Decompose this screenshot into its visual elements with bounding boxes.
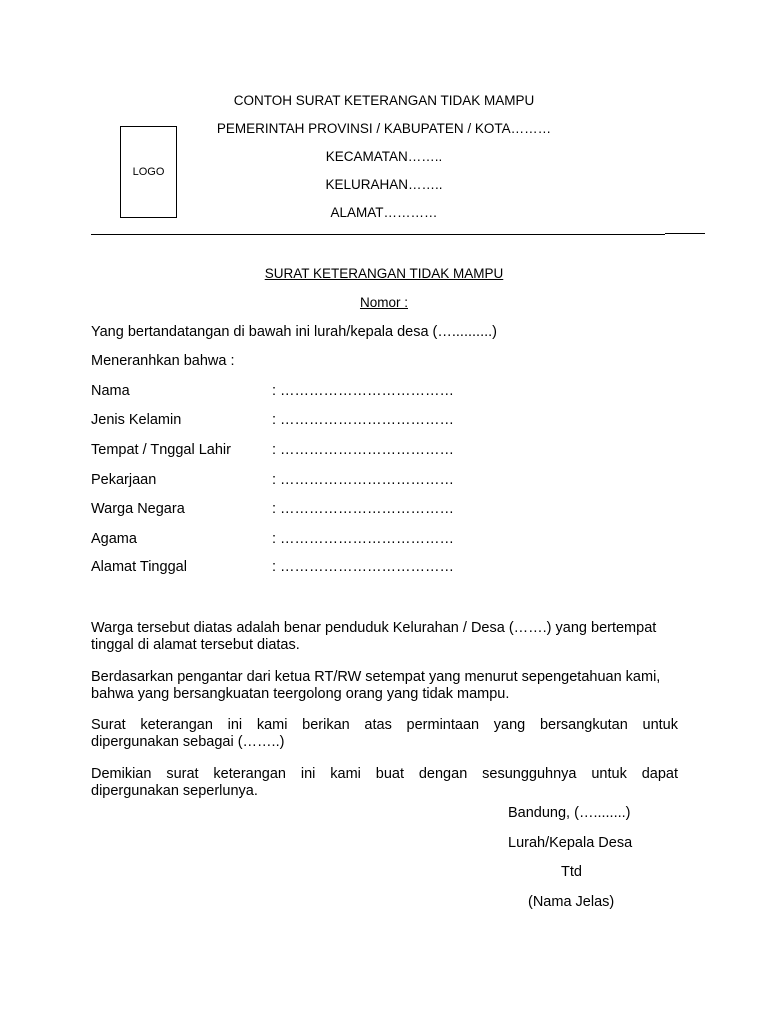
address-line: ALAMAT………… bbox=[330, 205, 438, 220]
paragraph-line: bahwa yang bersangkuatan teergolong orang yang tidak mampu. bbox=[91, 686, 510, 702]
field-value: : ……………………………… bbox=[272, 412, 455, 428]
field-value: : ……………………………… bbox=[272, 472, 455, 488]
paragraph-line: Berdasarkan pengantar dari ketua RT/RW setempat yang menurut sepengetahuan kami, bbox=[91, 669, 661, 685]
logo-label: LOGO bbox=[132, 166, 165, 178]
paragraph-line: Demikian surat keterangan ini kami buat dengan sesungguhnya untuk dapat bbox=[91, 766, 678, 782]
document-heading: CONTOH SURAT KETERANGAN TIDAK MAMPU bbox=[233, 93, 535, 108]
signer-position: Lurah/Kepala Desa bbox=[508, 835, 633, 851]
paragraph-purpose bbox=[91, 717, 678, 751]
paragraph-line: Warga tersebut diatas adalah benar penduduk Kelurahan / Desa (…….) yang bertempat bbox=[91, 620, 657, 636]
paragraph-closing bbox=[91, 766, 678, 800]
field-label: Nama bbox=[91, 383, 130, 399]
field-label: Agama bbox=[91, 531, 137, 547]
government-line: PEMERINTAH PROVINSI / KABUPATEN / KOTA……… bbox=[216, 121, 552, 136]
header-divider bbox=[91, 234, 665, 235]
field-label: Tempat / Tnggal Lahir bbox=[91, 442, 231, 458]
field-value: : ……………………………… bbox=[272, 383, 455, 399]
field-value: : ……………………………… bbox=[272, 531, 455, 547]
field-label: Alamat Tinggal bbox=[91, 559, 187, 575]
field-value: : ……………………………… bbox=[272, 501, 455, 517]
states-text: Meneranhkan bahwa : bbox=[91, 353, 235, 369]
letter-title: SURAT KETERANGAN TIDAK MAMPU bbox=[264, 266, 504, 281]
logo-placeholder bbox=[120, 126, 177, 218]
paragraph-line: Surat keterangan ini kami berikan atas permintaan yang bersangkutan untuk bbox=[91, 717, 678, 733]
paragraph-line: dipergunakan seperlunya. bbox=[91, 783, 258, 799]
district-line: KECAMATAN…….. bbox=[325, 149, 443, 164]
field-value: : ……………………………… bbox=[272, 559, 455, 575]
paragraph-line: tinggal di alamat tersebut diatas. bbox=[91, 637, 300, 653]
paragraph-line: dipergunakan sebagai (……..) bbox=[91, 734, 285, 750]
field-label: Pekarjaan bbox=[91, 472, 157, 488]
field-value: : ……………………………… bbox=[272, 442, 455, 458]
field-label: Jenis Kelamin bbox=[91, 412, 182, 428]
place-date: Bandung, (…........) bbox=[508, 805, 631, 821]
intro-text: Yang bertandatangan di bawah ini lurah/kepala desa (…..........) bbox=[91, 324, 497, 340]
letter-number: Nomor : bbox=[359, 295, 408, 310]
header-divider-thick bbox=[665, 233, 705, 234]
village-line: KELURAHAN…….. bbox=[325, 177, 443, 192]
signature-mark: Ttd bbox=[561, 864, 582, 880]
paragraph-basis bbox=[91, 669, 678, 703]
field-label: Warga Negara bbox=[91, 501, 185, 517]
signer-name: (Nama Jelas) bbox=[528, 894, 615, 910]
paragraph-resident bbox=[91, 620, 678, 654]
